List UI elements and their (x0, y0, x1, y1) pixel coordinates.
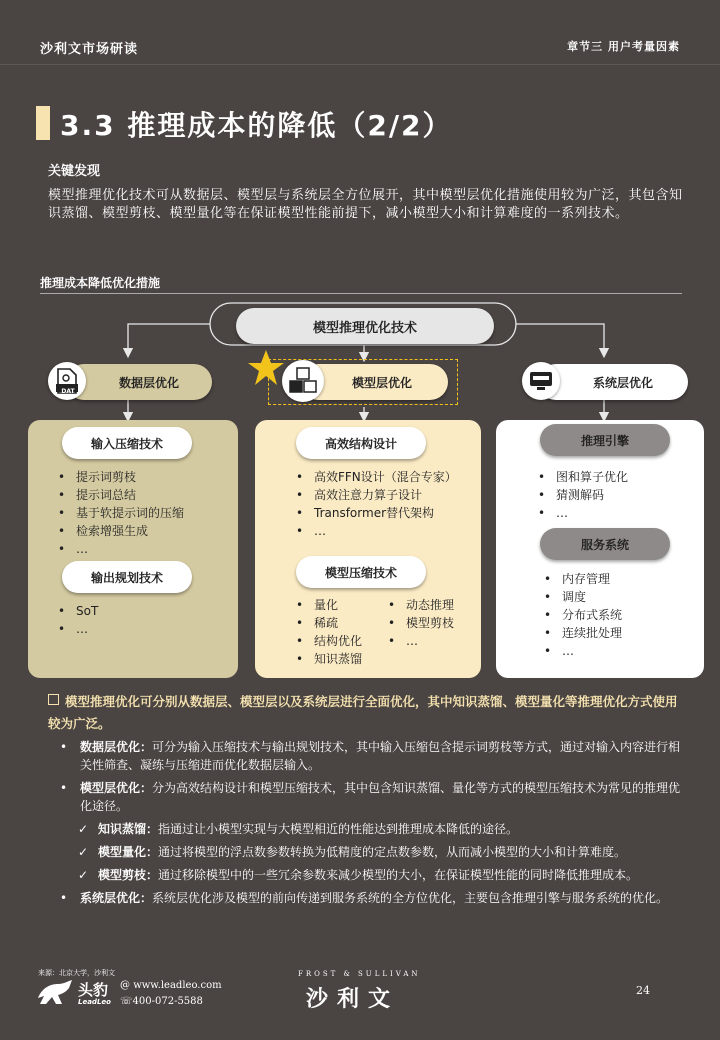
frost-sullivan-wordmark: FROST & SULLIVAN (298, 970, 421, 978)
phone-icon: ☏ (120, 996, 133, 1007)
title-accent-bar (36, 106, 50, 140)
list-item: • 基于软提示词的压缩 (58, 504, 184, 522)
phone-text: 400-072-5588 (132, 996, 203, 1007)
output-planning-list (58, 602, 98, 638)
header-left: 沙利文市场研读 (40, 42, 139, 57)
list-item: • 高效注意力算子设计 (296, 486, 457, 504)
key-findings-label: 关键发现 (48, 164, 101, 179)
output-planning-title: 输出规划技术 (62, 561, 192, 593)
list-item: • 动态推理 (388, 596, 454, 614)
globe-icon: @ (120, 980, 130, 991)
cubes-icon (282, 360, 324, 402)
bullet-text: 通过将模型的浮点数参数转换为低精度的定点数参数，从而减小模型的大小和计算难度。 (158, 845, 627, 859)
model-compression-title: 模型压缩技术 (296, 556, 426, 588)
data-file-icon-label: DAT (61, 388, 75, 395)
bullet-key: 知识蒸馏： (98, 822, 159, 836)
list-item: • … (58, 540, 184, 558)
website-text: www.leadleo.com (133, 980, 222, 991)
key-findings-text: 模型推理优化技术可从数据层、模型层与系统层全方位展开，其中模型层优化措施使用较为广泛，其包含知识蒸馏、模型剪枝、模型量化等在保证模型性能前提下，减小模型大小和计算难度的一系列技术。 (48, 188, 683, 221)
serving-system-list (544, 570, 622, 660)
system-layer-title: 系统层优化 (538, 364, 688, 400)
bullet-key: 模型层优化： (80, 781, 153, 795)
list-item: • 连续批处理 (544, 624, 622, 642)
input-compression-list (58, 468, 184, 558)
list-item (58, 843, 688, 861)
inference-engine-title: 推理引擎 (540, 424, 670, 456)
brand-sub: LeadLeo (78, 998, 111, 1006)
sullivan-logo-text: 沙利文 (306, 987, 400, 1012)
list-item: • 内存管理 (544, 570, 622, 588)
brand-name: 头豹 (78, 981, 109, 999)
summary-lead-text: 模型推理优化可分别从数据层、模型层以及系统层进行全面优化，其中知识蒸馏、模型量化等推理优化方式使用较为广泛。 (48, 694, 678, 731)
list-item: • … (538, 504, 628, 522)
list-item: • SoT (58, 602, 98, 620)
bullet-text: 分为高效结构设计和模型压缩技术，其中包含知识蒸馏、量化等方式的模型压缩技术为常见的推理优化途径。 (80, 781, 681, 813)
source-note: 来源：北京大学，沙利文 (38, 969, 115, 977)
bullet-text: 系统层优化涉及模型的前向传递到服务系统的全方位优化，主要包含推理引擎与服务系统的优化。 (152, 891, 669, 905)
list-item: • 稀疏 (296, 614, 362, 632)
list-item: • 检索增强生成 (58, 522, 184, 540)
list-item: • … (58, 620, 98, 638)
list-item: • Transformer替代架构 (296, 504, 457, 522)
star-icon (246, 348, 286, 388)
list-item (58, 866, 688, 884)
input-compression-title: 输入压缩技术 (62, 427, 192, 459)
list-item: • 调度 (544, 588, 622, 606)
header-right: 章节三 用户考量因素 (567, 40, 680, 53)
phone-number (120, 996, 203, 1007)
bullet-key: 模型剪枝： (98, 868, 159, 882)
model-compression-list-2 (388, 596, 454, 650)
monitor-icon (522, 362, 560, 400)
model-layer-title: 模型层优化 (300, 364, 448, 400)
inference-engine-list (538, 468, 628, 522)
section-label: 推理成本降低优化措施 (40, 276, 161, 290)
list-item: • 提示词剪枝 (58, 468, 184, 486)
list-item (58, 738, 688, 774)
list-item: • 猜测解码 (538, 486, 628, 504)
list-item: • 高效FFN设计（混合专家） (296, 468, 457, 486)
list-item: • 结构优化 (296, 632, 362, 650)
model-compression-list-1 (296, 596, 362, 668)
website-link[interactable] (120, 980, 222, 991)
bullet-text: 通过移除模型中的一些冗余参数来减少模型的大小，在保证模型性能的同时降低推理成本。 (158, 868, 639, 882)
efficient-structure-title: 高效结构设计 (296, 427, 426, 459)
list-item: • … (388, 632, 454, 650)
list-item: • 分布式系统 (544, 606, 622, 624)
page-title: 3.3 推理成本的降低（2/2） (60, 109, 453, 142)
bullet-key: 模型量化： (98, 845, 159, 859)
summary-lead (48, 691, 688, 735)
list-item: • 图和算子优化 (538, 468, 628, 486)
list-item (58, 889, 688, 907)
page-number: 24 (636, 984, 650, 997)
header-divider (0, 64, 720, 65)
bullet-text: 指通过让小模型实现与大模型相近的性能达到推理成本降低的途径。 (158, 822, 519, 836)
checkbox-square-icon (48, 694, 59, 705)
summary-bullets (58, 738, 688, 912)
list-item (58, 820, 688, 838)
list-item: • 模型剪枝 (388, 614, 454, 632)
list-item: • 提示词总结 (58, 486, 184, 504)
serving-system-title: 服务系统 (540, 528, 670, 560)
bullet-key: 系统层优化： (80, 891, 153, 905)
section-divider (40, 293, 682, 294)
root-node: 模型推理优化技术 (236, 308, 494, 344)
efficient-structure-list (296, 468, 457, 540)
list-item: • … (296, 522, 457, 540)
list-item: • 量化 (296, 596, 362, 614)
leopard-logo-icon (36, 978, 74, 1006)
list-item (58, 779, 688, 815)
data-layer-title: 数据层优化 (66, 364, 212, 400)
bullet-key: 数据层优化： (80, 740, 153, 754)
bullet-text: 可分为输入压缩技术与输出规划技术，其中输入压缩包含提示词剪枝等方式，通过对输入内容进行相关性筛查、凝练与压缩进而优化数据层输入。 (80, 740, 681, 772)
list-item: • 知识蒸馏 (296, 650, 362, 668)
list-item: • … (544, 642, 622, 660)
